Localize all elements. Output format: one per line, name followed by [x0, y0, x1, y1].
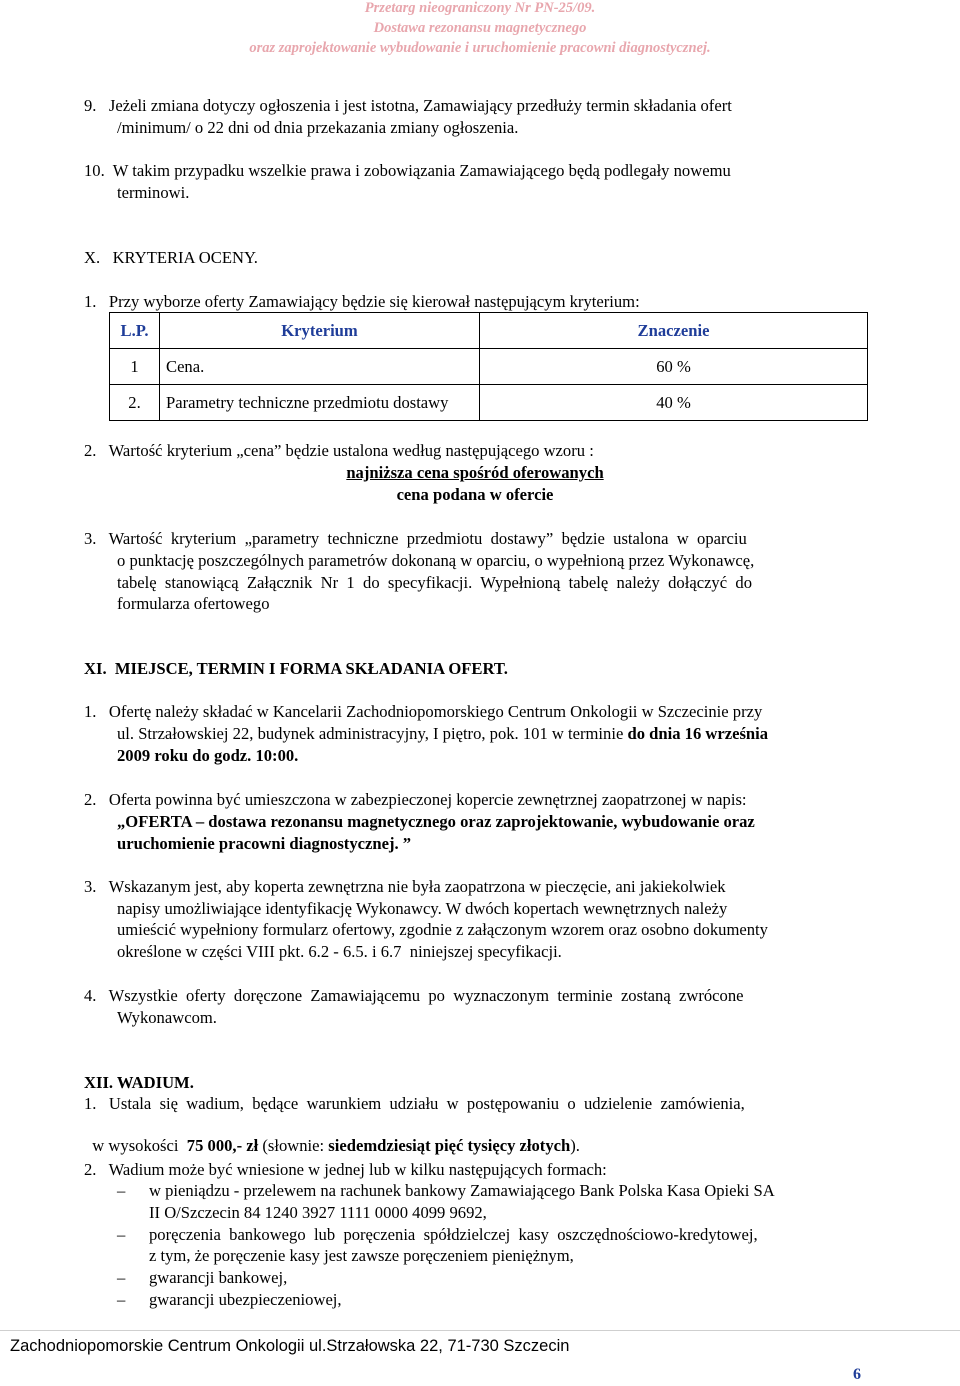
header-lp: L.P. — [110, 313, 160, 349]
row-name: Parametry techniczne przedmiotu dostawy — [160, 385, 480, 421]
document-header-line2: Dostawa rezonansu magnetycznego — [373, 20, 587, 36]
section-xi-item3-line3: umieścić wypełniony formularz ofertowy, zgodnie z załączonym wzorem oraz osobno dokumenty — [117, 920, 768, 939]
wadium-amount: 75 000,- zł — [186, 1136, 259, 1155]
row-value: 40 % — [480, 385, 868, 421]
paragraph-10-line1: 10. W takim przypadku wszelkie prawa i zobowiązania Zamawiającego będą podlegały nowemu — [84, 161, 731, 180]
section-xi-title: XI. MIEJSCE, TERMIN I FORMA SKŁADANIA OFERT. — [84, 659, 508, 678]
row-value: 60 % — [480, 349, 868, 385]
table-row — [110, 349, 868, 385]
form-item-insurance-warranty: gwarancji ubezpieczeniowej, — [149, 1290, 342, 1309]
footer-rule — [0, 1330, 960, 1331]
row-name: Cena. — [160, 349, 480, 385]
criteria-table — [109, 312, 868, 421]
paragraph-9-line1: 9. Jeżeli zmiana dotyczy ogłoszenia i jest istotna, Zamawiający przedłuży termin składania ofert — [84, 96, 732, 115]
section-xii-item1-line1: 1. Ustala się wadium, będące warunkiem udziału w postępowaniu o udzielenie zamówienia, — [84, 1094, 745, 1113]
page-number: 6 — [853, 1366, 861, 1383]
paragraph-10-line2: terminowi. — [117, 183, 190, 202]
section-xi-item2-line3: uruchomienie pracowni diagnostycznej. ” — [117, 834, 412, 853]
section-xii-title: XII. WADIUM. — [84, 1073, 194, 1092]
table-row — [110, 385, 868, 421]
footer-address: Zachodniopomorskie Centrum Onkologii ul.Strzałowska 22, 71-730 Szczecin — [10, 1337, 570, 1355]
section-xi-item1-line1: 1. Ofertę należy składać w Kancelarii Zachodniopomorskiego Centrum Onkologii w Szczecinie przy — [84, 702, 763, 721]
submission-date: do dnia 16 września — [627, 724, 769, 743]
section-xi-item3-line2: napisy umożliwiające identyfikację Wykonawcy. W dwóch kopertach wewnętrznych należy — [117, 899, 728, 918]
form-item-cash: w pieniądzu - przelewem na rachunek bankowy Zamawiającego Bank Polska Kasa Opieki SA — [149, 1181, 775, 1200]
paragraph-9-line2: /minimum/ o 22 dni od dnia przekazania zmiany ogłoszenia. — [117, 118, 519, 137]
wadium-amount-words: siedemdziesiąt pięć tysięcy złotych — [328, 1136, 571, 1155]
wadium-suffix: ). — [570, 1136, 580, 1155]
section-xi-item3-line1: 3. Wskazanym jest, aby koperta zewnętrzna nie była zaopatrzona w pieczęcie, ani jakiekolwiek — [84, 877, 726, 896]
document-header-line1: Przetarg nieograniczony Nr PN-25/09. — [364, 0, 596, 16]
section-xi-item3-line4: określone w części VIII pkt. 6.2 - 6.5. i 6.7 niniejszej specyfikacji. — [117, 942, 562, 961]
row-lp: 1 — [110, 349, 160, 385]
section-x-item1: 1. Przy wyborze oferty Zamawiający będzie się kierował następującym kryterium: — [84, 292, 640, 311]
section-xi-item2-line1: 2. Oferta powinna być umieszczona w zabezpieczonej kopercie zewnętrznej zaopatrzonej w napis: — [84, 790, 747, 809]
wadium-words-prefix: (słownie: — [258, 1136, 329, 1155]
header-kryterium: Kryterium — [160, 313, 480, 349]
section-xi-item2-line2: „OFERTA – dostawa rezonansu magnetycznego oraz zaprojektowanie, wybudowanie oraz — [117, 812, 755, 831]
wadium-prefix: w wysokości — [92, 1136, 187, 1155]
form-item-bank-warranty: gwarancji bankowej, — [149, 1268, 288, 1287]
row-lp: 2. — [110, 385, 160, 421]
section-x-item3-line4: formularza ofertowego — [117, 594, 270, 613]
list-bullet: – — [117, 1225, 126, 1244]
section-xi-item4-line2: Wykonawcom. — [117, 1008, 217, 1027]
form-item-bank-guarantee: poręczenia bankowego lub poręczenia spółdzielczej kasy oszczędnościowo-kredytowej, — [149, 1225, 758, 1244]
section-xii-item1-line2 — [84, 1116, 580, 1156]
header-znaczenie: Znaczenie — [480, 313, 868, 349]
list-bullet: – — [117, 1181, 126, 1200]
section-xi-item4-line1: 4. Wszystkie oferty doręczone Zamawiającemu po wyznaczonym terminie zostaną zwrócone — [84, 986, 744, 1005]
formula-numerator: najniższa cena spośród oferowanych — [346, 463, 604, 482]
document-header-line3: oraz zaprojektowanie wybudowanie i uruchomienie pracowni diagnostycznej. — [249, 40, 711, 56]
criteria-table-header — [110, 313, 868, 349]
form-item-cash-account: II O/Szczecin 84 1240 3927 1111 0000 4099 9692, — [149, 1203, 487, 1222]
section-x-item3-line3: tabelę stanowiącą Załącznik Nr 1 do specyfikacji. Wypełnioną tabelę należy dołączyć do — [117, 573, 752, 592]
list-bullet: – — [117, 1268, 126, 1287]
section-x-title: X. KRYTERIA OCENY. — [84, 248, 258, 267]
list-bullet: – — [117, 1290, 126, 1309]
section-x-item2: 2. Wartość kryterium „cena” będzie ustalona według następującego wzoru : — [84, 441, 594, 460]
section-xi-item1-line2 — [117, 724, 768, 744]
section-xi-item1-line3: 2009 roku do godz. 10:00. — [117, 746, 299, 765]
formula-denominator: cena podana w ofercie — [396, 485, 554, 504]
submission-place: ul. Strzałowskiej 22, budynek administracyjny, I piętro, pok. 101 w terminie — [117, 724, 628, 743]
section-xii-item2-line1: 2. Wadium może być wniesione w jednej lub w kilku następujących formach: — [84, 1160, 607, 1179]
section-x-item3-line1: 3. Wartość kryterium „parametry techniczne przedmiotu dostawy” będzie ustalona w oparciu — [84, 529, 747, 548]
section-x-item3-line2: o punktację poszczególnych parametrów dokonaną w oparciu, o wypełnioną przez Wykonawcę, — [117, 551, 755, 570]
form-item-bank-guarantee-cont: z tym, że poręczenie kasy jest zawsze poręczeniem pieniężnym, — [149, 1246, 574, 1265]
